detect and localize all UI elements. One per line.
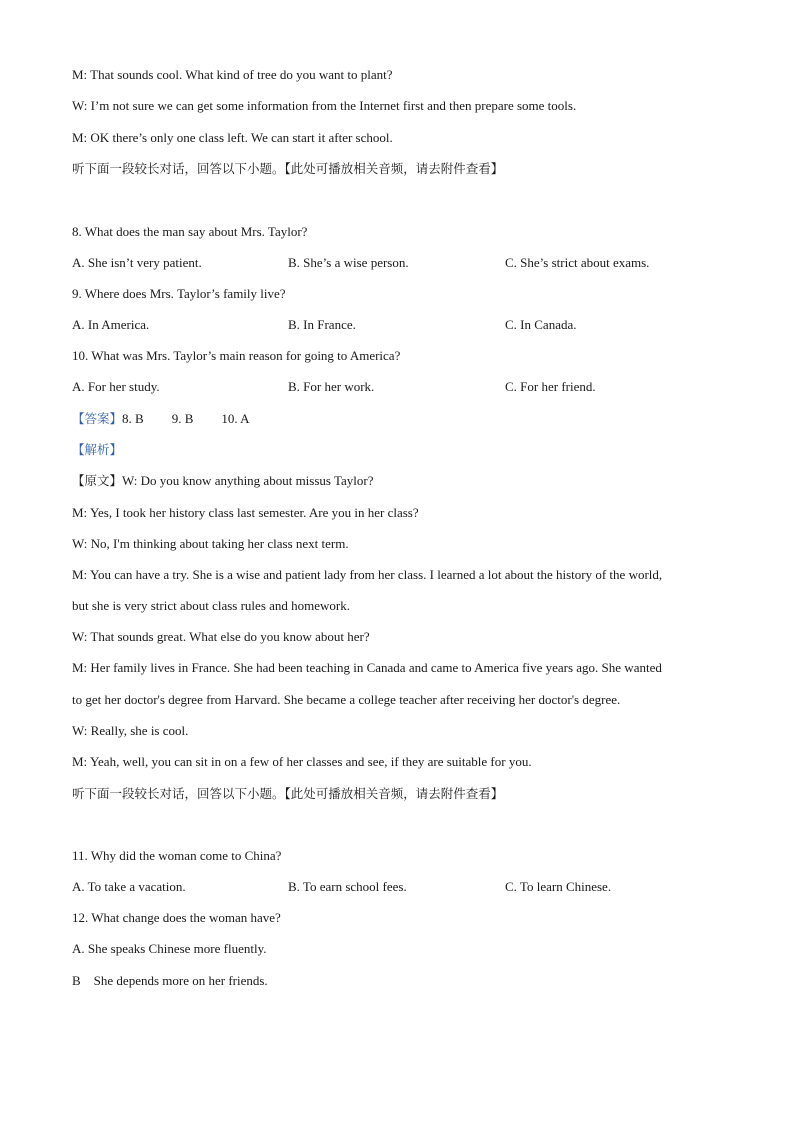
transcript-line: M: Yeah, well, you can sit in on a few of her classes and see, if they are suitable for you. [72,754,532,769]
dialogue-line: M: OK there’s only one class left. We can start it after school. [72,130,393,145]
option-a: A. For her study. [72,379,160,394]
transcript-text: W: Do you know anything about missus Taylor? [122,473,374,488]
option-c: C. To learn Chinese. [505,879,612,894]
section-instruction: 听下面一段较长对话，回答以下小题。【此处可播放相关音频，请去附件查看】 [72,786,504,801]
answer-item: 10. A [221,411,250,426]
transcript-line: M: You can have a try. She is a wise and patient lady from her class. I learned a lot about the history of the world, [72,567,663,582]
answer-item: 8. B [122,411,144,426]
transcript-line: but she is very strict about class rules and homework. [72,598,350,613]
transcript-line: M: Her family lives in France. She had been teaching in Canada and came to America five years ago. She wanted [72,660,662,675]
question-stem: 12. What change does the woman have? [72,910,281,925]
option-b: B. In France. [288,317,356,332]
transcript-line: W: That sounds great. What else do you know about her? [72,629,370,644]
option-b: B. For her work. [288,379,375,394]
transcript-line: W: Really, she is cool. [72,723,189,738]
question-stem: 10. What was Mrs. Taylor’s main reason for going to America? [72,348,401,363]
option-b: B She depends more on her friends. [72,973,268,988]
question-stem: 8. What does the man say about Mrs. Taylor? [72,224,308,239]
dialogue-line: M: That sounds cool. What kind of tree do you want to plant? [72,67,393,82]
transcript-line: to get her doctor's degree from Harvard. She became a college teacher after receiving her doctor's degree. [72,692,621,707]
section-instruction: 听下面一段较长对话，回答以下小题。【此处可播放相关音频，请去附件查看】 [72,161,504,176]
transcript-line: W: No, I'm thinking about taking her class next term. [72,536,349,551]
answer-item: 9. B [171,411,194,426]
option-c: C. In Canada. [505,317,577,332]
transcript-first-line [72,473,374,489]
option-b: B. To earn school fees. [288,879,407,894]
option-c: C. For her friend. [505,379,596,394]
answer-line [72,411,250,427]
dialogue-line: W: I’m not sure we can get some information from the Internet first and then prepare some tools. [72,98,577,113]
question-stem: 11. Why did the woman come to China? [72,848,282,863]
option-a: A. She speaks Chinese more fluently. [72,941,267,956]
answer-label: 【答案】 [72,411,123,426]
transcript-label: 【原文】 [72,473,123,488]
option-b: B. She’s a wise person. [288,255,409,270]
transcript-line: M: Yes, I took her history class last semester. Are you in her class? [72,505,419,520]
question-stem: 9. Where does Mrs. Taylor’s family live? [72,286,286,301]
option-a: A. In America. [72,317,150,332]
option-a: A. She isn’t very patient. [72,255,202,270]
option-c: C. She’s strict about exams. [505,255,650,270]
option-a: A. To take a vacation. [72,879,186,894]
analysis-label: 【解析】 [72,442,123,457]
